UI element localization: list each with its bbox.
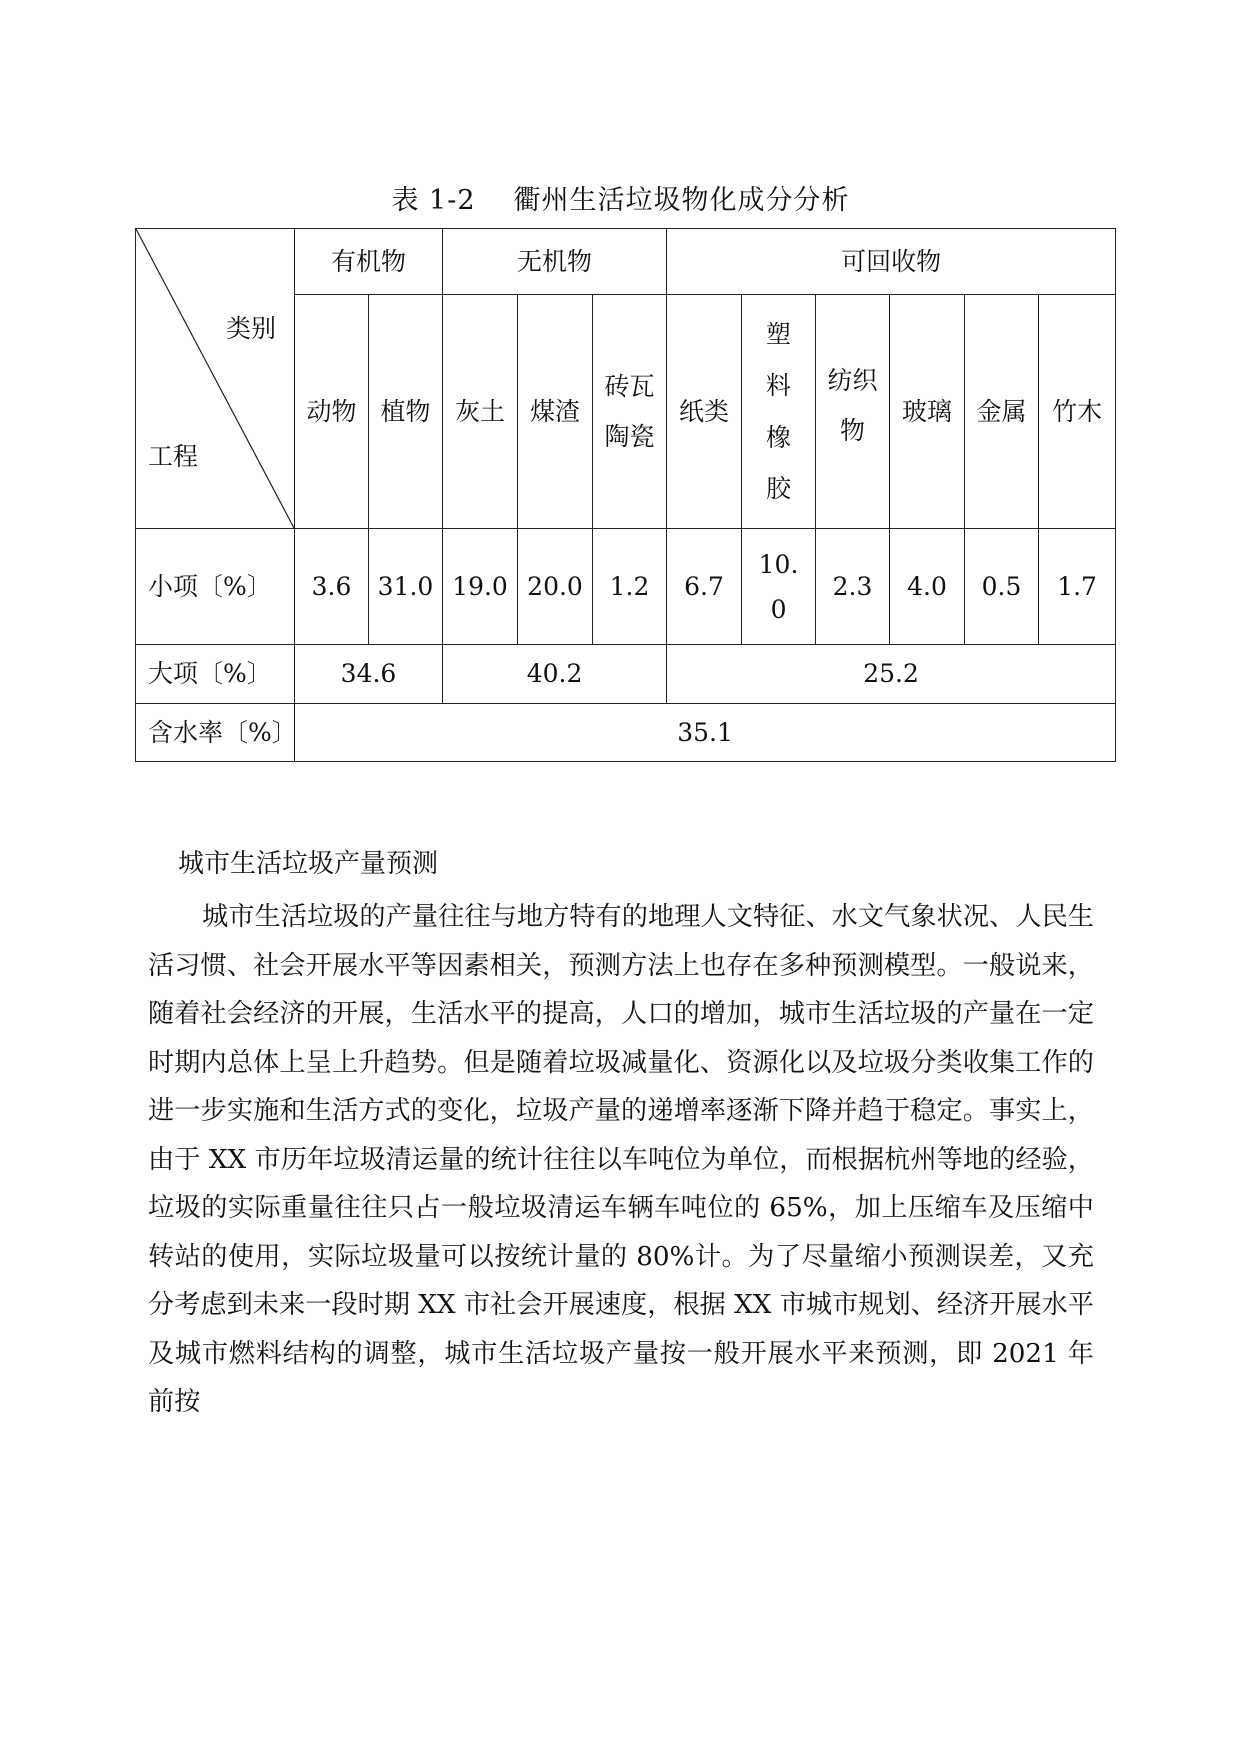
sub-plastic-char3: 橡	[766, 422, 792, 452]
group-header-row	[136, 229, 1116, 295]
moisture-row	[136, 704, 1116, 762]
small-item-row	[136, 529, 1116, 645]
sub-ceramic-line1: 砖瓦	[604, 371, 655, 401]
small-paper: 6.7	[667, 529, 742, 645]
sub-metal: 金属	[965, 295, 1039, 529]
table-number: 表 1-2	[391, 185, 476, 216]
small-plastic-line1: 10.	[758, 549, 799, 579]
diagonal-header-cell	[136, 229, 295, 529]
sub-textile-line1: 纺织	[827, 365, 878, 395]
large-item-row	[136, 645, 1116, 704]
sub-plastic-char4: 胶	[766, 473, 792, 503]
table-caption	[0, 178, 1241, 217]
sub-paper: 纸类	[667, 295, 742, 529]
sub-glass: 玻璃	[890, 295, 965, 529]
small-animal: 3.6	[295, 529, 369, 645]
sub-plastic	[742, 295, 816, 529]
sub-textile-line2: 物	[840, 415, 866, 445]
small-plant: 31.0	[369, 529, 443, 645]
sub-plant: 植物	[369, 295, 443, 529]
small-wood: 1.7	[1039, 529, 1116, 645]
group-inorganic: 无机物	[443, 229, 667, 295]
sub-wood: 竹木	[1039, 295, 1116, 529]
sub-cinder: 煤渣	[518, 295, 593, 529]
moisture-label: 含水率〔%〕	[136, 704, 295, 762]
sub-ceramic	[593, 295, 667, 529]
group-organic: 有机物	[295, 229, 443, 295]
body-paragraph: 城市生活垃圾的产量往往与地方特有的地理人文特征、水文气象状况、人民生活习惯、社会开展水平等因素相关，预测方法上也存在多种预测模型。一般说来，随着社会经济的开展，生活水平的提高，人口的增加，城市生活垃圾的产量在一定时期内总体上呈上升趋势。但是随着垃圾减量化、资源化以及垃圾分类收集工作的进一步实施和生活方式的变化，垃圾产量的递增率逐渐下降并趋于稳定。事实上，由于 XX 市历年垃圾清运量的统计往往以车吨位为单位，而根据杭州等地的经验，垃圾的实际重量往往只占一般垃圾清运车辆车吨位的 65%，加上压缩车及压缩中转站的使用，实际垃圾量可以按统计量的 80%计。为了尽量缩小预测误差，又充分考虑到未来一段时期 XX 市社会开展速度，根据 XX 市城市规划、经济开展水平及城市燃料结构的调整，城市生活垃圾产量按一般开展水平来预测，即 2021 年前按	[148, 902, 1094, 1417]
diagonal-line	[136, 229, 294, 528]
small-glass: 4.0	[890, 529, 965, 645]
small-metal: 0.5	[965, 529, 1039, 645]
sub-textile	[816, 295, 890, 529]
sub-ceramic-line2: 陶瓷	[604, 421, 655, 451]
large-item-label: 大项〔%〕	[136, 645, 295, 704]
small-cinder: 20.0	[518, 529, 593, 645]
small-item-label: 小项〔%〕	[136, 529, 295, 645]
group-recyclable: 可回收物	[667, 229, 1116, 295]
table-title: 衢州生活垃圾物化成分分析	[513, 185, 850, 216]
small-plastic-line2: 0	[770, 594, 787, 624]
small-plastic	[742, 529, 816, 645]
section-title: 城市生活垃圾产量预测	[178, 849, 439, 879]
large-organic: 34.6	[295, 645, 443, 704]
category-header: 类别	[225, 314, 276, 343]
small-textile: 2.3	[816, 529, 890, 645]
sub-plastic-char2: 料	[766, 371, 792, 401]
large-recyclable: 25.2	[667, 645, 1116, 704]
sub-plastic-char1: 塑	[766, 320, 792, 349]
large-inorganic: 40.2	[443, 645, 667, 704]
composition-table	[135, 228, 1116, 762]
small-ceramic: 1.2	[593, 529, 667, 645]
small-ash: 19.0	[443, 529, 518, 645]
moisture-value: 35.1	[295, 704, 1116, 762]
project-header: 工程	[148, 442, 199, 471]
sub-animal: 动物	[295, 295, 369, 529]
sub-ash: 灰土	[443, 295, 518, 529]
